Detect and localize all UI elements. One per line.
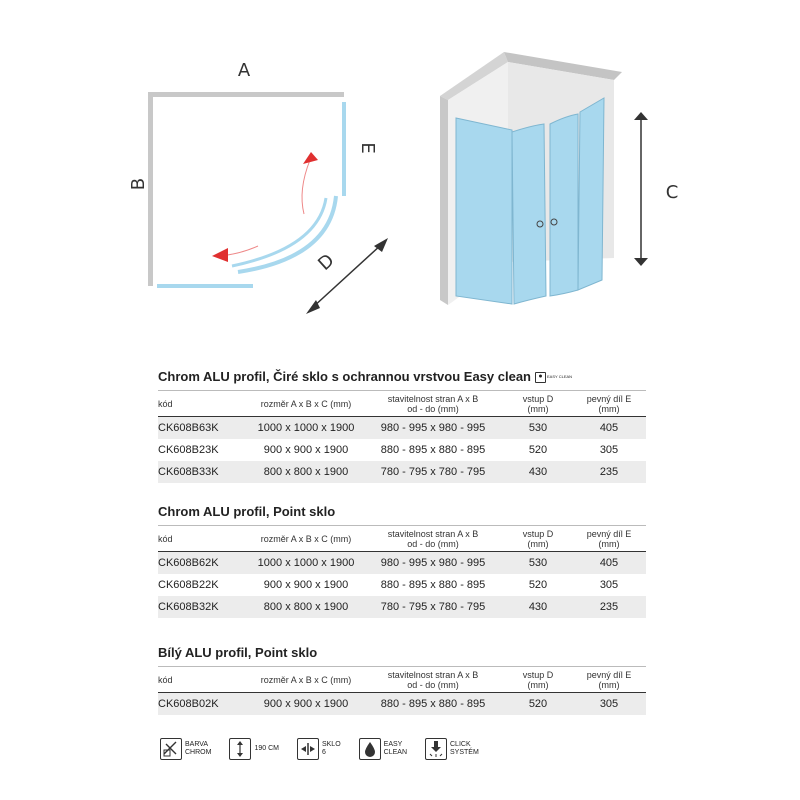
table-row: CK608B33K 800 x 800 x 1900 780 - 795 x 780 - 795 430 235 — [158, 461, 646, 483]
feature-glass: SKLO 6 — [297, 738, 341, 760]
feature-easy-clean: EASY CLEAN — [359, 738, 407, 760]
section-white-point — [158, 644, 646, 715]
easy-clean-icon — [359, 738, 381, 760]
fixed-panel-bottom — [157, 284, 253, 288]
col-header-code: kód — [158, 391, 250, 417]
color-chrome-icon — [160, 738, 182, 760]
label-d: D — [314, 249, 339, 275]
label-e: E — [357, 142, 378, 154]
feature-icons — [160, 736, 497, 762]
wall-top — [148, 92, 344, 97]
feature-height: 190 CM — [229, 738, 279, 760]
col-header-size: rozměr A x B x C (mm) — [250, 391, 362, 417]
click-system-icon — [425, 738, 447, 760]
col-header-code: kód — [158, 526, 250, 552]
label-c: C — [665, 182, 679, 203]
feature-click-system: CLICK SYSTÉM — [425, 738, 479, 760]
swing-arc-up — [302, 160, 310, 214]
drop-icon: ● — [535, 372, 546, 383]
col-header-fixed: pevný díl E (mm) — [572, 526, 646, 552]
arrow-left-icon — [212, 248, 228, 262]
col-header-fixed: pevný díl E (mm) — [572, 391, 646, 417]
table-header-row — [158, 391, 646, 417]
table-header-row — [158, 526, 646, 552]
product-diagrams — [0, 0, 800, 340]
table-header-row — [158, 667, 646, 693]
section-chrom-point — [158, 503, 646, 618]
easy-clean-badge: ● EASY CLEAN — [535, 372, 572, 383]
table-row: CK608B63K 1000 x 1000 x 1900 980 - 995 x 980 - 995 530 405 — [158, 417, 646, 440]
col-header-adjust: stavitelnost stran A x B od - do (mm) — [362, 391, 504, 417]
col-header-code: kód — [158, 667, 250, 693]
label-b: B — [128, 177, 149, 191]
plan-view-diagram — [128, 60, 388, 314]
product-table — [158, 666, 646, 715]
arrow-up-icon — [303, 152, 318, 164]
label-a: A — [237, 60, 251, 81]
section-chrom-easy-clean — [158, 368, 646, 483]
col-header-size: rozměr A x B x C (mm) — [250, 526, 362, 552]
col-header-size: rozměr A x B x C (mm) — [250, 667, 362, 693]
height-icon — [229, 738, 251, 760]
section-title: Bílý ALU profil, Point sklo — [158, 645, 318, 660]
table-row: CK608B02K 900 x 900 x 1900 880 - 895 x 880 - 895 520 305 — [158, 693, 646, 716]
section-title: Chrom ALU profil, Čiré sklo s ochrannou vrstvou Easy clean ● EASY CLEAN — [158, 369, 573, 384]
section-title: Chrom ALU profil, Point sklo — [158, 504, 336, 519]
table-row: CK608B23K 900 x 900 x 1900 880 - 895 x 880 - 895 520 305 — [158, 444, 619, 456]
curved-door-inner — [232, 198, 326, 266]
col-header-adjust: stavitelnost stran A x B od - do (mm) — [362, 667, 504, 693]
col-header-fixed: pevný díl E (mm) — [572, 667, 646, 693]
table-row: CK608B22K 900 x 900 x 1900 880 - 895 x 880 - 895 520 305 — [158, 579, 619, 591]
col-header-adjust: stavitelnost stran A x B od - do (mm) — [362, 526, 504, 552]
col-header-entry: vstup D (mm) — [504, 391, 572, 417]
fixed-panel-right — [342, 102, 346, 196]
col-header-entry: vstup D (mm) — [504, 526, 572, 552]
table-row: CK608B62K 1000 x 1000 x 1900 980 - 995 x 980 - 995 530 405 — [158, 552, 646, 575]
col-header-entry: vstup D (mm) — [504, 667, 572, 693]
table-row: CK608B32K 800 x 800 x 1900 780 - 795 x 780 - 795 430 235 — [158, 596, 646, 618]
glass-thickness-icon — [297, 738, 319, 760]
product-table — [158, 390, 646, 483]
feature-color: BARVA CHROM — [160, 738, 211, 760]
product-table — [158, 525, 646, 618]
perspective-view-diagram — [440, 52, 678, 305]
